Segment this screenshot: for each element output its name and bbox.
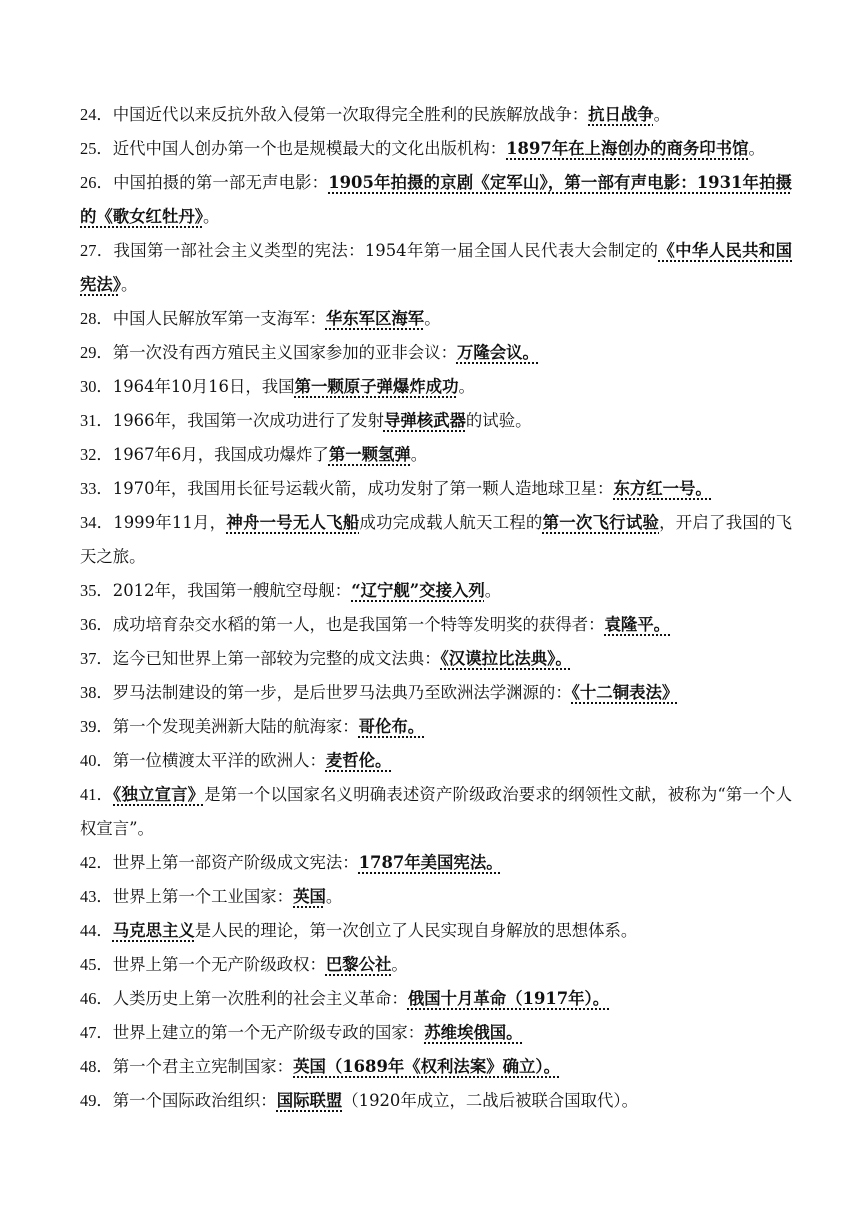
list-item xyxy=(80,506,792,574)
highlighted-answer: 麦哲伦。 xyxy=(325,751,392,770)
list-item xyxy=(80,744,792,778)
item-text: 我国第一部社会主义类型的宪法：1954年第一届全国人民代表大会制定的 xyxy=(113,241,659,260)
item-number: 35． xyxy=(80,581,113,600)
list-item xyxy=(80,404,792,438)
list-item xyxy=(80,982,792,1016)
highlighted-answer: 1787年美国宪法。 xyxy=(358,853,503,872)
highlighted-answer: 袁隆平。 xyxy=(604,615,671,634)
item-text: （1920年成立，二战后被联合国取代）。 xyxy=(342,1091,639,1110)
list-item xyxy=(80,166,792,234)
item-number: 40． xyxy=(80,751,113,770)
list-item xyxy=(80,472,792,506)
item-number: 34． xyxy=(80,513,114,532)
item-number: 31． xyxy=(80,411,113,430)
item-text: 1966年，我国第一次成功进行了发射 xyxy=(112,411,384,430)
item-number: 39． xyxy=(80,717,113,736)
item-number: 48． xyxy=(80,1057,113,1076)
list-item xyxy=(80,914,792,948)
item-text: 世界上第一个工业国家： xyxy=(112,887,294,906)
item-text: 2012年，我国第一艘航空母舰： xyxy=(112,581,352,600)
highlighted-answer: 万隆会议。 xyxy=(456,343,539,362)
item-number: 41． xyxy=(80,785,114,804)
highlighted-answer: 国际联盟 xyxy=(276,1091,343,1110)
list-item xyxy=(80,846,792,880)
list-item xyxy=(80,1084,792,1118)
item-text: 中国拍摄的第一部无声电影： xyxy=(113,173,329,192)
document-body xyxy=(80,98,792,1118)
list-item xyxy=(80,1050,792,1084)
highlighted-answer: 第一次飞行试验 xyxy=(542,513,660,532)
item-text: 中国近代以来反抗外敌入侵第一次取得完全胜利的民族解放战争： xyxy=(112,105,589,124)
item-number: 36． xyxy=(80,615,113,634)
item-number: 47． xyxy=(80,1023,113,1042)
item-number: 33． xyxy=(80,479,113,498)
highlighted-answer: 苏维埃俄国。 xyxy=(424,1023,523,1042)
list-item xyxy=(80,608,792,642)
highlighted-answer: 《汉谟拉比法典》。 xyxy=(440,649,572,668)
highlighted-answer: 1905年拍摄的京剧《定军山》，第一部有声电影：1931年拍摄的《歌女红牡丹》 xyxy=(80,173,793,226)
highlighted-answer: 东方红一号。 xyxy=(613,479,712,498)
item-number: 32． xyxy=(80,445,113,464)
highlighted-answer: 英国（1689年《权利法案》确立）。 xyxy=(293,1057,560,1076)
item-text: 。 xyxy=(748,139,765,158)
item-text: 中国人民解放军第一支海军： xyxy=(112,309,326,328)
item-number: 24． xyxy=(80,105,113,124)
list-item xyxy=(80,132,792,166)
highlighted-answer: 马克思主义 xyxy=(112,921,195,940)
item-number: 42． xyxy=(80,853,113,872)
item-text: 人类历史上第一次胜利的社会主义革命： xyxy=(112,989,408,1008)
item-number: 44． xyxy=(80,921,113,940)
item-number: 25． xyxy=(80,139,113,158)
item-text: 第一次没有西方殖民主义国家参加的亚非会议： xyxy=(112,343,457,362)
list-item xyxy=(80,880,792,914)
highlighted-answer: 华东军区海军 xyxy=(325,309,425,328)
item-text: 1970年，我国用长征号运载火箭，成功发射了第一颗人造地球卫星： xyxy=(112,479,614,498)
item-number: 27． xyxy=(80,241,114,260)
list-item xyxy=(80,336,792,370)
item-number: 43． xyxy=(80,887,113,906)
highlighted-answer: 英国 xyxy=(293,887,326,906)
highlighted-answer: 抗日战争 xyxy=(588,105,654,124)
highlighted-answer: 巴黎公社 xyxy=(325,955,392,974)
list-item xyxy=(80,234,792,302)
item-text: 第一个君主立宪制国家： xyxy=(112,1057,294,1076)
item-text: 。 xyxy=(424,309,441,328)
item-text: 世界上第一个无产阶级政权： xyxy=(112,955,326,974)
item-number: 29． xyxy=(80,343,113,362)
item-text: 。 xyxy=(484,581,502,600)
highlighted-answer: 第一颗原子弹爆炸成功 xyxy=(294,377,459,396)
item-number: 37． xyxy=(80,649,113,668)
item-text: 是第一个以国家名义明确表述资产阶级政治要求的纲领性文献，被称为“第一个人权宣言”。 xyxy=(80,785,792,838)
item-text: 成功培育杂交水稻的第一人，也是我国第一个特等发明奖的获得者： xyxy=(112,615,605,634)
list-item xyxy=(80,778,792,846)
item-text: ，开启了我国的飞天之旅。 xyxy=(80,513,793,566)
list-item xyxy=(80,370,792,404)
item-number: 28． xyxy=(80,309,113,328)
item-number: 49． xyxy=(80,1091,113,1110)
item-text: 。 xyxy=(202,207,220,226)
highlighted-answer: 1897年在上海创办的商务印书馆 xyxy=(506,139,749,158)
list-item xyxy=(80,438,792,472)
list-item xyxy=(80,710,792,744)
list-item xyxy=(80,302,792,336)
item-number: 46． xyxy=(80,989,113,1008)
list-item xyxy=(80,948,792,982)
list-item xyxy=(80,1016,792,1050)
item-text: 成功完成载人航天工程的 xyxy=(359,513,543,532)
list-item xyxy=(80,642,792,676)
highlighted-answer: 《独立宣言》 xyxy=(113,785,205,804)
item-number: 26． xyxy=(80,173,114,192)
item-text: 是人民的理论，第一次创立了人民实现自身解放的思想体系。 xyxy=(194,921,638,940)
item-number: 30． xyxy=(80,377,113,396)
item-text: 罗马法制建设的第一步，是后世罗马法典乃至欧洲法学渊源的： xyxy=(112,683,572,702)
item-text: 迄今已知世界上第一部较为完整的成文法典： xyxy=(112,649,441,668)
item-text: 世界上第一部资产阶级成文宪法： xyxy=(112,853,359,872)
highlighted-answer: “辽宁舰”交接入列 xyxy=(351,581,485,600)
item-text: 第一个发现美洲新大陆的航海家： xyxy=(112,717,359,736)
item-number: 38． xyxy=(80,683,113,702)
item-text: 。 xyxy=(410,445,428,464)
item-text: 1967年6月，我国成功爆炸了 xyxy=(112,445,329,464)
list-item xyxy=(80,676,792,710)
highlighted-answer: 神舟一号无人飞船 xyxy=(226,513,360,532)
item-text: 。 xyxy=(120,275,138,294)
item-text: 。 xyxy=(391,955,408,974)
item-text: 第一位横渡太平洋的欧洲人： xyxy=(112,751,326,770)
list-item xyxy=(80,574,792,608)
item-text: 的试验。 xyxy=(465,411,532,430)
item-text: 。 xyxy=(458,377,475,396)
highlighted-answer: 第一颗氢弹 xyxy=(328,445,411,464)
highlighted-answer: 俄国十月革命（1917年）。 xyxy=(407,989,610,1008)
item-number: 45． xyxy=(80,955,113,974)
item-text: 近代中国人创办第一个也是规模最大的文化出版机构： xyxy=(112,139,507,158)
highlighted-answer: 哥伦布。 xyxy=(358,717,425,736)
item-text: 。 xyxy=(325,887,343,906)
highlighted-answer: 《中华人民共和国宪法》 xyxy=(80,241,793,294)
item-text: 第一个国际政治组织： xyxy=(112,1091,277,1110)
item-text: 。 xyxy=(653,105,671,124)
list-item xyxy=(80,98,792,132)
highlighted-answer: 《十二铜表法》 xyxy=(571,683,679,702)
item-text: 1999年11月， xyxy=(113,513,227,532)
highlighted-answer: 导弹核武器 xyxy=(383,411,466,430)
item-text: 1964年10月16日，我国 xyxy=(112,377,295,396)
item-text: 世界上建立的第一个无产阶级专政的国家： xyxy=(112,1023,425,1042)
